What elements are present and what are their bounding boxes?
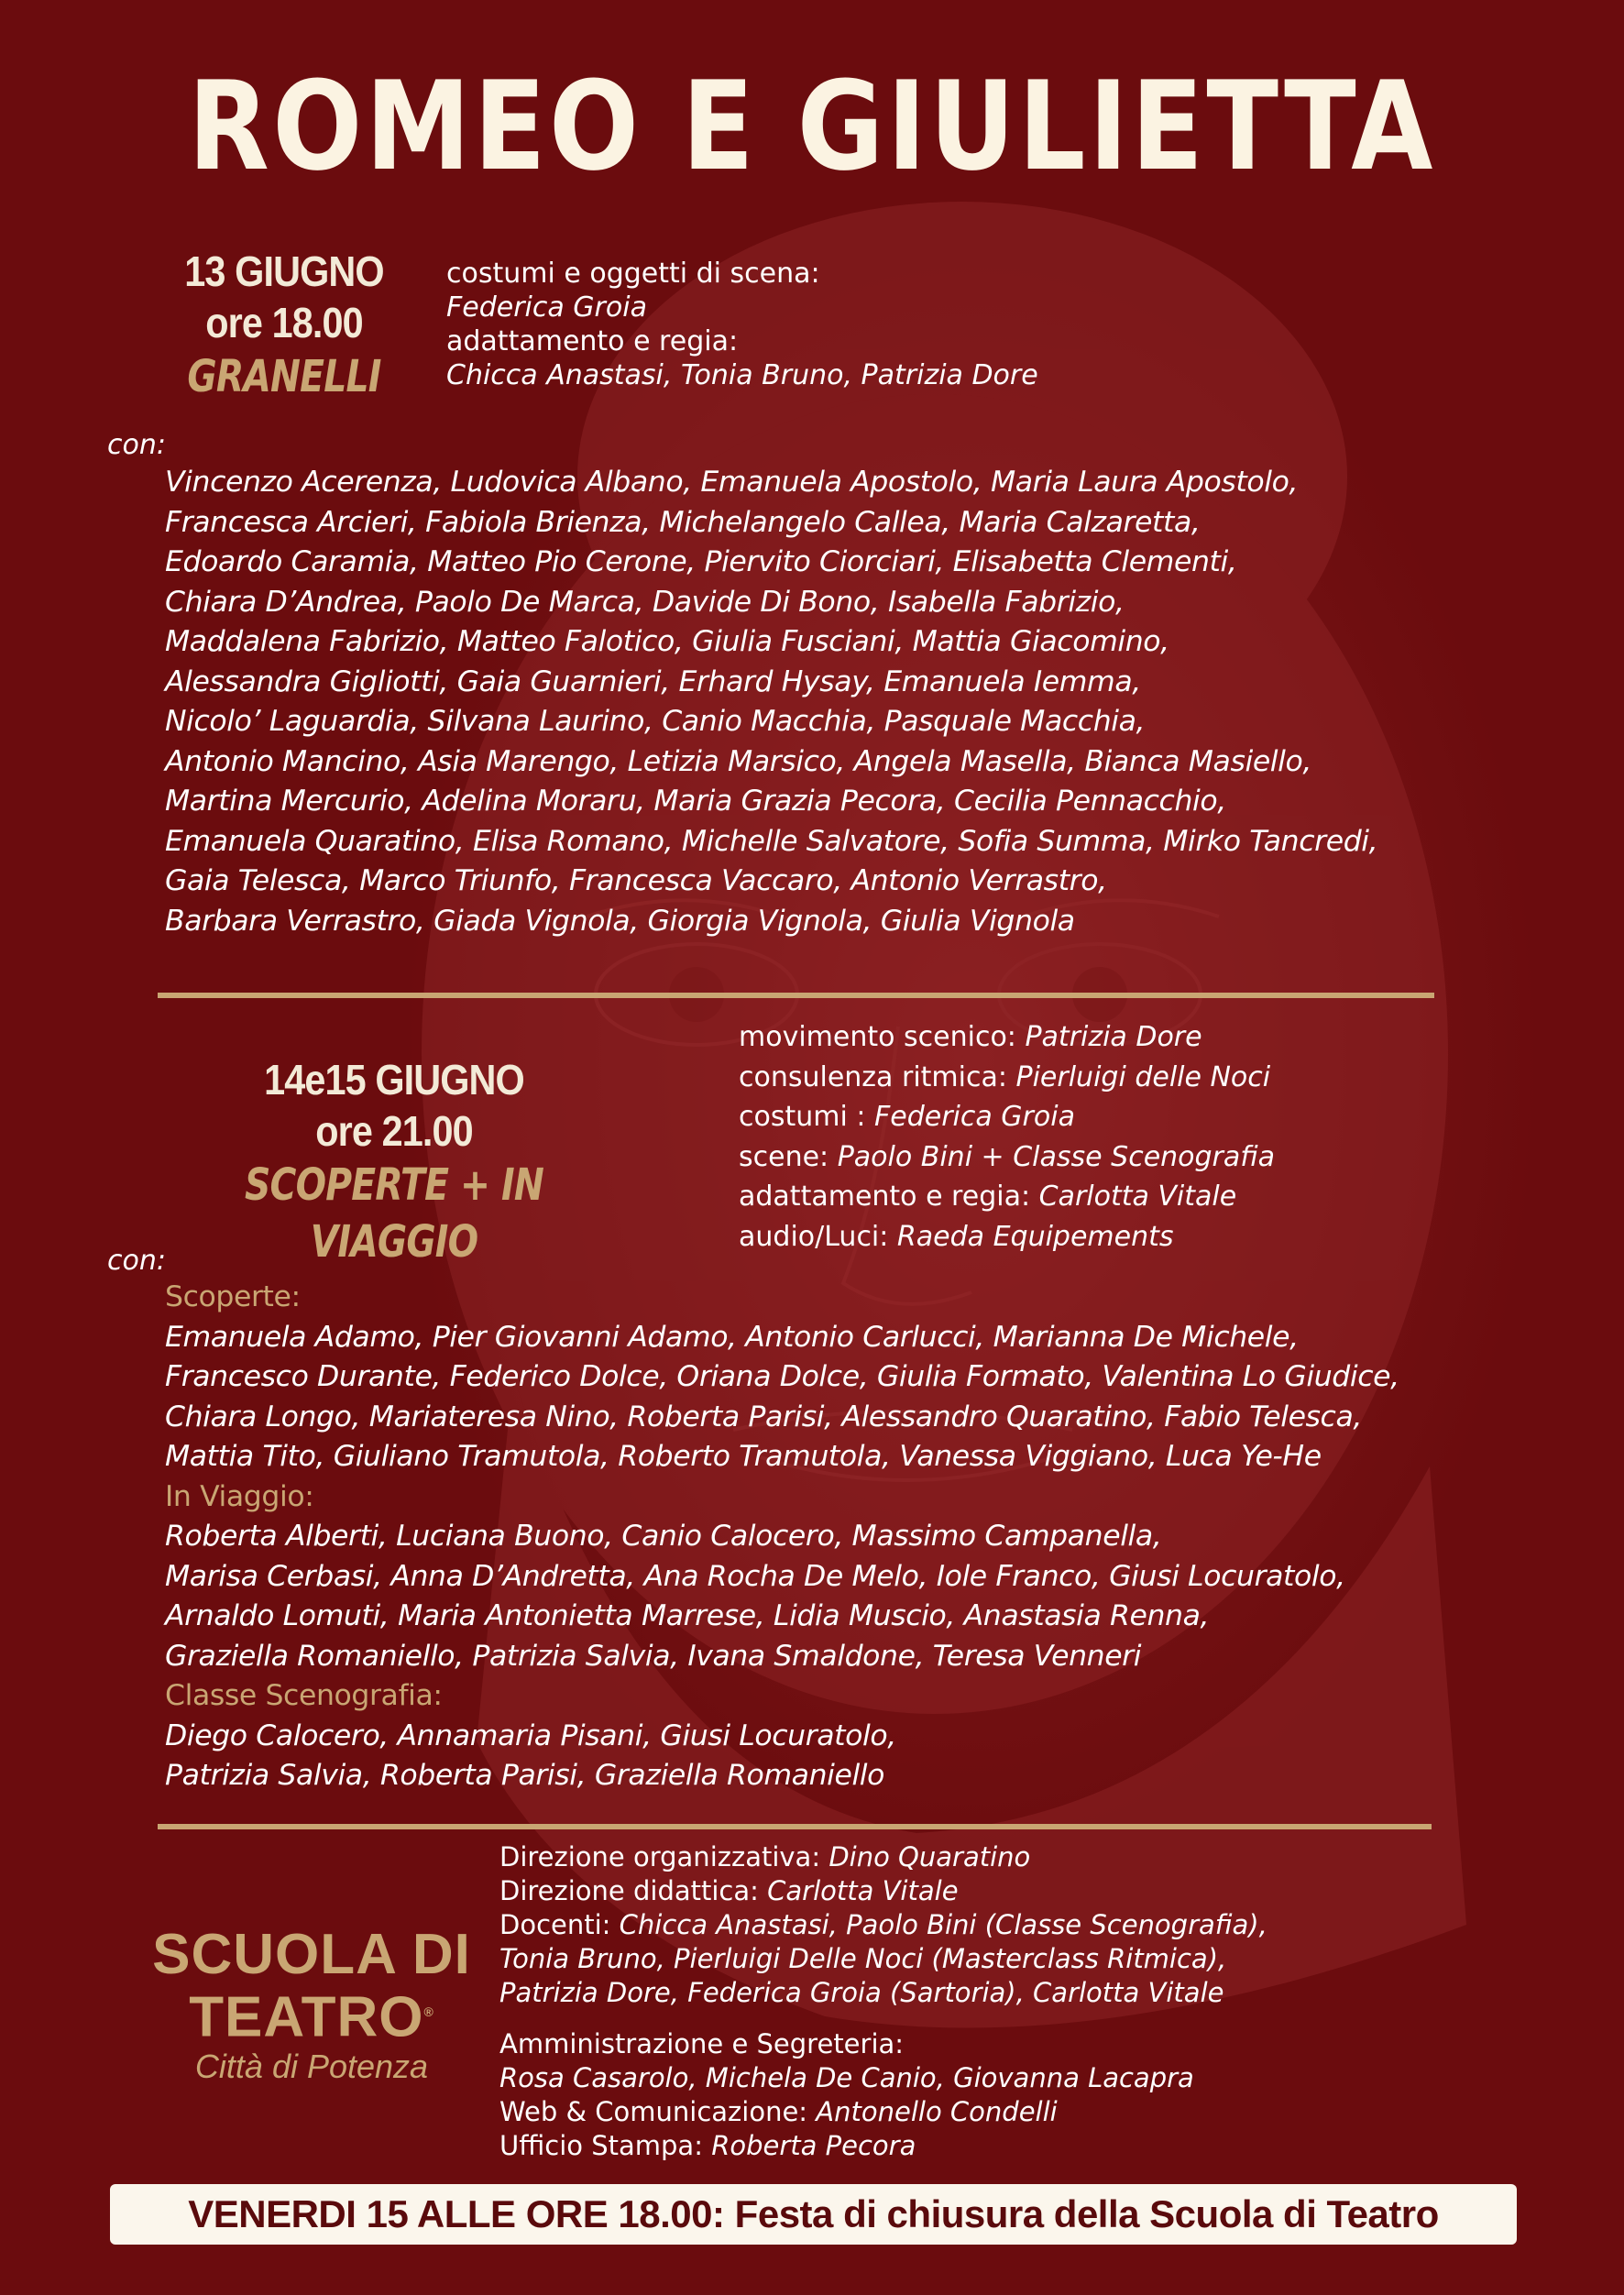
cast-line: Martina Mercurio, Adelina Moraru, Maria Grazia Pecora, Cecilia Pennacchio, bbox=[165, 785, 1226, 818]
show2-credit-row: consulenza ritmica: Pierluigi delle Noci bbox=[739, 1060, 1271, 1093]
cast-line: Alessandra Gigliotti, Gaia Guarnieri, Erhard Hysay, Emanuela Iemma, bbox=[165, 664, 1141, 698]
staff-row: Tonia Bruno, Pierluigi Delle Noci (Masterclass Ritmica), bbox=[499, 1943, 1227, 1974]
cast-line: Diego Calocero, Annamaria Pisani, Giusi Locuratolo, bbox=[165, 1719, 896, 1752]
cast-line: Chiara Longo, Mariateresa Nino, Roberta Parisi, Alessandro Quaratino, Fabio Telesca, bbox=[165, 1400, 1362, 1433]
show1-credit-row: Chicca Anastasi, Tonia Bruno, Patrizia Dore bbox=[446, 359, 1038, 391]
cast-line: Maddalena Fabrizio, Matteo Falotico, Giulia Fusciani, Mattia Giacomino, bbox=[165, 625, 1169, 658]
staff-row: Direzione didattica: Carlotta Vitale bbox=[499, 1875, 959, 1906]
group-label-scoperte: Scoperte: bbox=[165, 1280, 301, 1313]
school-logo bbox=[147, 1923, 477, 2087]
show2-con-label: con: bbox=[107, 1245, 166, 1277]
school-logo-line2: TEATRO® bbox=[189, 1985, 434, 2049]
cast-line: Antonio Mancino, Asia Marengo, Letizia Marsico, Angela Masella, Bianca Masiello, bbox=[165, 744, 1311, 778]
show1-date: 13 GIUGNO bbox=[184, 247, 384, 295]
cast-line: Gaia Telesca, Marco Triunfo, Francesca Vaccaro, Antonio Verrastro, bbox=[165, 864, 1107, 897]
show2-credit-row: scene: Paolo Bini + Classe Scenografia bbox=[739, 1140, 1276, 1173]
divider bbox=[158, 993, 1434, 998]
admin-row: Amministrazione e Segreteria: bbox=[499, 2028, 905, 2059]
show2-time: ore 21.00 bbox=[315, 1107, 473, 1155]
cast-line: Emanuela Quaratino, Elisa Romano, Michelle Salvatore, Sofia Summa, Mirko Tancredi, bbox=[165, 824, 1378, 858]
staff-credits bbox=[499, 1840, 1267, 2010]
closing-party-banner: VENERDI 15 ALLE ORE 18.00: Festa di chiusura della Scuola di Teatro bbox=[110, 2184, 1517, 2245]
admin-row: Web & Comunicazione: Antonello Condelli bbox=[499, 2096, 1058, 2127]
cast-line: Barbara Verrastro, Giada Vignola, Giorgia Vignola, Giulia Vignola bbox=[165, 904, 1075, 938]
cast-line: Marisa Cerbasi, Anna D’Andretta, Ana Rocha De Melo, Iole Franco, Giusi Locuratolo, bbox=[165, 1559, 1345, 1593]
show2-credits bbox=[739, 1017, 1275, 1257]
poster-title: ROMEO E GIULIETTA bbox=[188, 55, 1436, 198]
show1-time: ore 18.00 bbox=[205, 299, 363, 346]
show1-credit-row: Federica Groia bbox=[446, 291, 647, 324]
staff-row: Docenti: Chicca Anastasi, Paolo Bini (Classe Scenografia), bbox=[499, 1909, 1267, 1940]
school-logo-city: Città di Potenza bbox=[194, 2047, 429, 2085]
cast-line: Nicolo’ Laguardia, Silvana Laurino, Canio Macchia, Pasquale Macchia, bbox=[165, 705, 1146, 738]
admin-row: Ufficio Stampa: Roberta Pecora bbox=[499, 2130, 916, 2161]
show1-credit-row: costumi e oggetti di scena: bbox=[446, 258, 820, 290]
show2-date: 14e15 GIUGNO bbox=[264, 1056, 524, 1104]
show2-credit-row: movimento scenico: Patrizia Dore bbox=[739, 1021, 1202, 1053]
school-logo-line1: SCUOLA DI bbox=[152, 1923, 471, 1986]
cast-line: Patrizia Salvia, Roberta Parisi, Graziella Romaniello bbox=[165, 1759, 885, 1792]
show1-date-block bbox=[137, 246, 431, 405]
show1-credit-row: adattamento e regia: bbox=[446, 325, 739, 357]
show1-cast bbox=[165, 463, 1377, 941]
staff-row: Direzione organizzativa: Dino Quaratino bbox=[499, 1841, 1031, 1872]
cast-line: Graziella Romaniello, Patrizia Salvia, Ivana Smaldone, Teresa Venneri bbox=[165, 1639, 1142, 1673]
cast-line: Mattia Tito, Giuliano Tramutola, Roberto Tramutola, Vanessa Viggiano, Luca Ye-He bbox=[165, 1440, 1322, 1473]
cast-line: Roberta Alberti, Luciana Buono, Canio Calocero, Massimo Campanella, bbox=[165, 1520, 1162, 1553]
cast-line: Arnaldo Lomuti, Maria Antonietta Marrese, Lidia Muscio, Anastasia Renna, bbox=[165, 1599, 1210, 1632]
show1-con-label: con: bbox=[107, 429, 166, 461]
cast-line: Francesco Durante, Federico Dolce, Oriana Dolce, Giulia Formato, Valentina Lo Giudice, bbox=[165, 1360, 1399, 1393]
show2-credit-row: audio/Luci: Raeda Equipements bbox=[739, 1220, 1174, 1253]
show2-cast bbox=[165, 1278, 1399, 1796]
divider bbox=[158, 1824, 1432, 1829]
cast-line: Vincenzo Acerenza, Ludovica Albano, Emanuela Apostolo, Maria Laura Apostolo, bbox=[165, 466, 1299, 499]
show2-credit-row: adattamento e regia: Carlotta Vitale bbox=[739, 1180, 1237, 1213]
admin-row: Rosa Casarolo, Michela De Canio, Giovanna Lacapra bbox=[499, 2062, 1194, 2093]
cast-line: Edoardo Caramia, Matteo Pio Cerone, Piervito Ciorciari, Elisabetta Clementi, bbox=[165, 545, 1237, 578]
admin-credits bbox=[499, 2027, 1194, 2163]
cast-line: Chiara D’Andrea, Paolo De Marca, Davide Di Bono, Isabella Fabrizio, bbox=[165, 585, 1125, 619]
group-label-in-viaggio: In Viaggio: bbox=[165, 1479, 314, 1513]
staff-row: Patrizia Dore, Federica Groia (Sartoria), Carlotta Vitale bbox=[499, 1977, 1224, 2008]
group-label-classe-scenografia: Classe Scenografia: bbox=[165, 1679, 443, 1712]
show2-credit-row: costumi : Federica Groia bbox=[739, 1101, 1075, 1133]
cast-line: Francesca Arcieri, Fabiola Brienza, Michelangelo Callea, Maria Calzaretta, bbox=[165, 505, 1201, 539]
show1-credits bbox=[446, 257, 1038, 392]
show1-group: GRANELLI bbox=[187, 351, 381, 402]
cast-line: Emanuela Adamo, Pier Giovanni Adamo, Antonio Carlucci, Marianna De Michele, bbox=[165, 1320, 1299, 1354]
show2-date-block bbox=[137, 1054, 651, 1270]
registered-mark: ® bbox=[423, 2004, 434, 2019]
show2-group: SCOPERTE + IN VIAGGIO bbox=[244, 1159, 544, 1268]
